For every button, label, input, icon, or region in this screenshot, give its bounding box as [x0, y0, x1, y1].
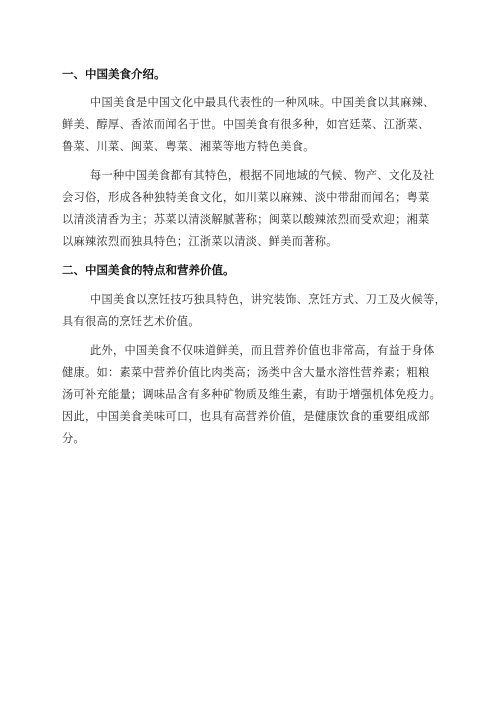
section-1-para-1-line-2: 鲜美、醇厚、香浓而闻名于世。中国美食有很多种，如宫廷菜、江浙菜、 [62, 118, 430, 131]
section-1-para-2-line-3: 以清淡清香为主；苏菜以清淡解腻著称；闽菜以酸辣浓烈而受欢迎；湘菜 [62, 213, 430, 226]
section-1-para-1-line-1: 中国美食是中国文化中最具代表性的一种风味。中国美食以其麻辣、 [90, 96, 435, 109]
section-2-heading: 二、中国美食的特点和营养价值。 [62, 263, 235, 277]
section-2-para-2-line-4: 因此，中国美食美味可口，也具有高营养价值，是健康饮食的重要组成部 [62, 410, 430, 423]
section-2-para-2-line-5: 分。 [62, 432, 85, 445]
section-2-para-2-line-3: 汤可补充能量；调味品含有多种矿物质及维生素，有助于增强机体免疫力。 [62, 388, 442, 401]
section-1-para-2-line-2: 会习俗，形成各种独特美食文化，如川菜以麻辣、淡中带甜而闻名；粤菜 [62, 191, 430, 204]
section-1-heading: 一、中国美食介绍。 [62, 67, 166, 81]
section-1-para-2-line-4: 以麻辣浓烈而独具特色；江浙菜以清淡、鲜美而著称。 [62, 235, 338, 248]
section-2-para-1-line-2: 具有很高的烹饪艺术价值。 [62, 315, 200, 328]
section-1-para-2-line-1: 每一种中国美食都有其特色，根据不同地域的气候、物产、文化及社 [90, 169, 435, 182]
section-1-para-1-line-3: 鲁菜、川菜、闽菜、粤菜、湘菜等地方特色美食。 [62, 140, 315, 153]
section-2-para-2-line-1: 此外，中国美食不仅味道鲜美，而且营养价值也非常高，有益于身体 [90, 344, 435, 357]
section-2-para-2-line-2: 健康。如：素菜中营养价值比肉类高；汤类中含大量水溶性营养素；粗粮 [62, 366, 430, 379]
section-2-para-1-line-1: 中国美食以烹饪技巧独具特色，讲究装饰、烹饪方式、刀工及火候等， [90, 293, 447, 306]
